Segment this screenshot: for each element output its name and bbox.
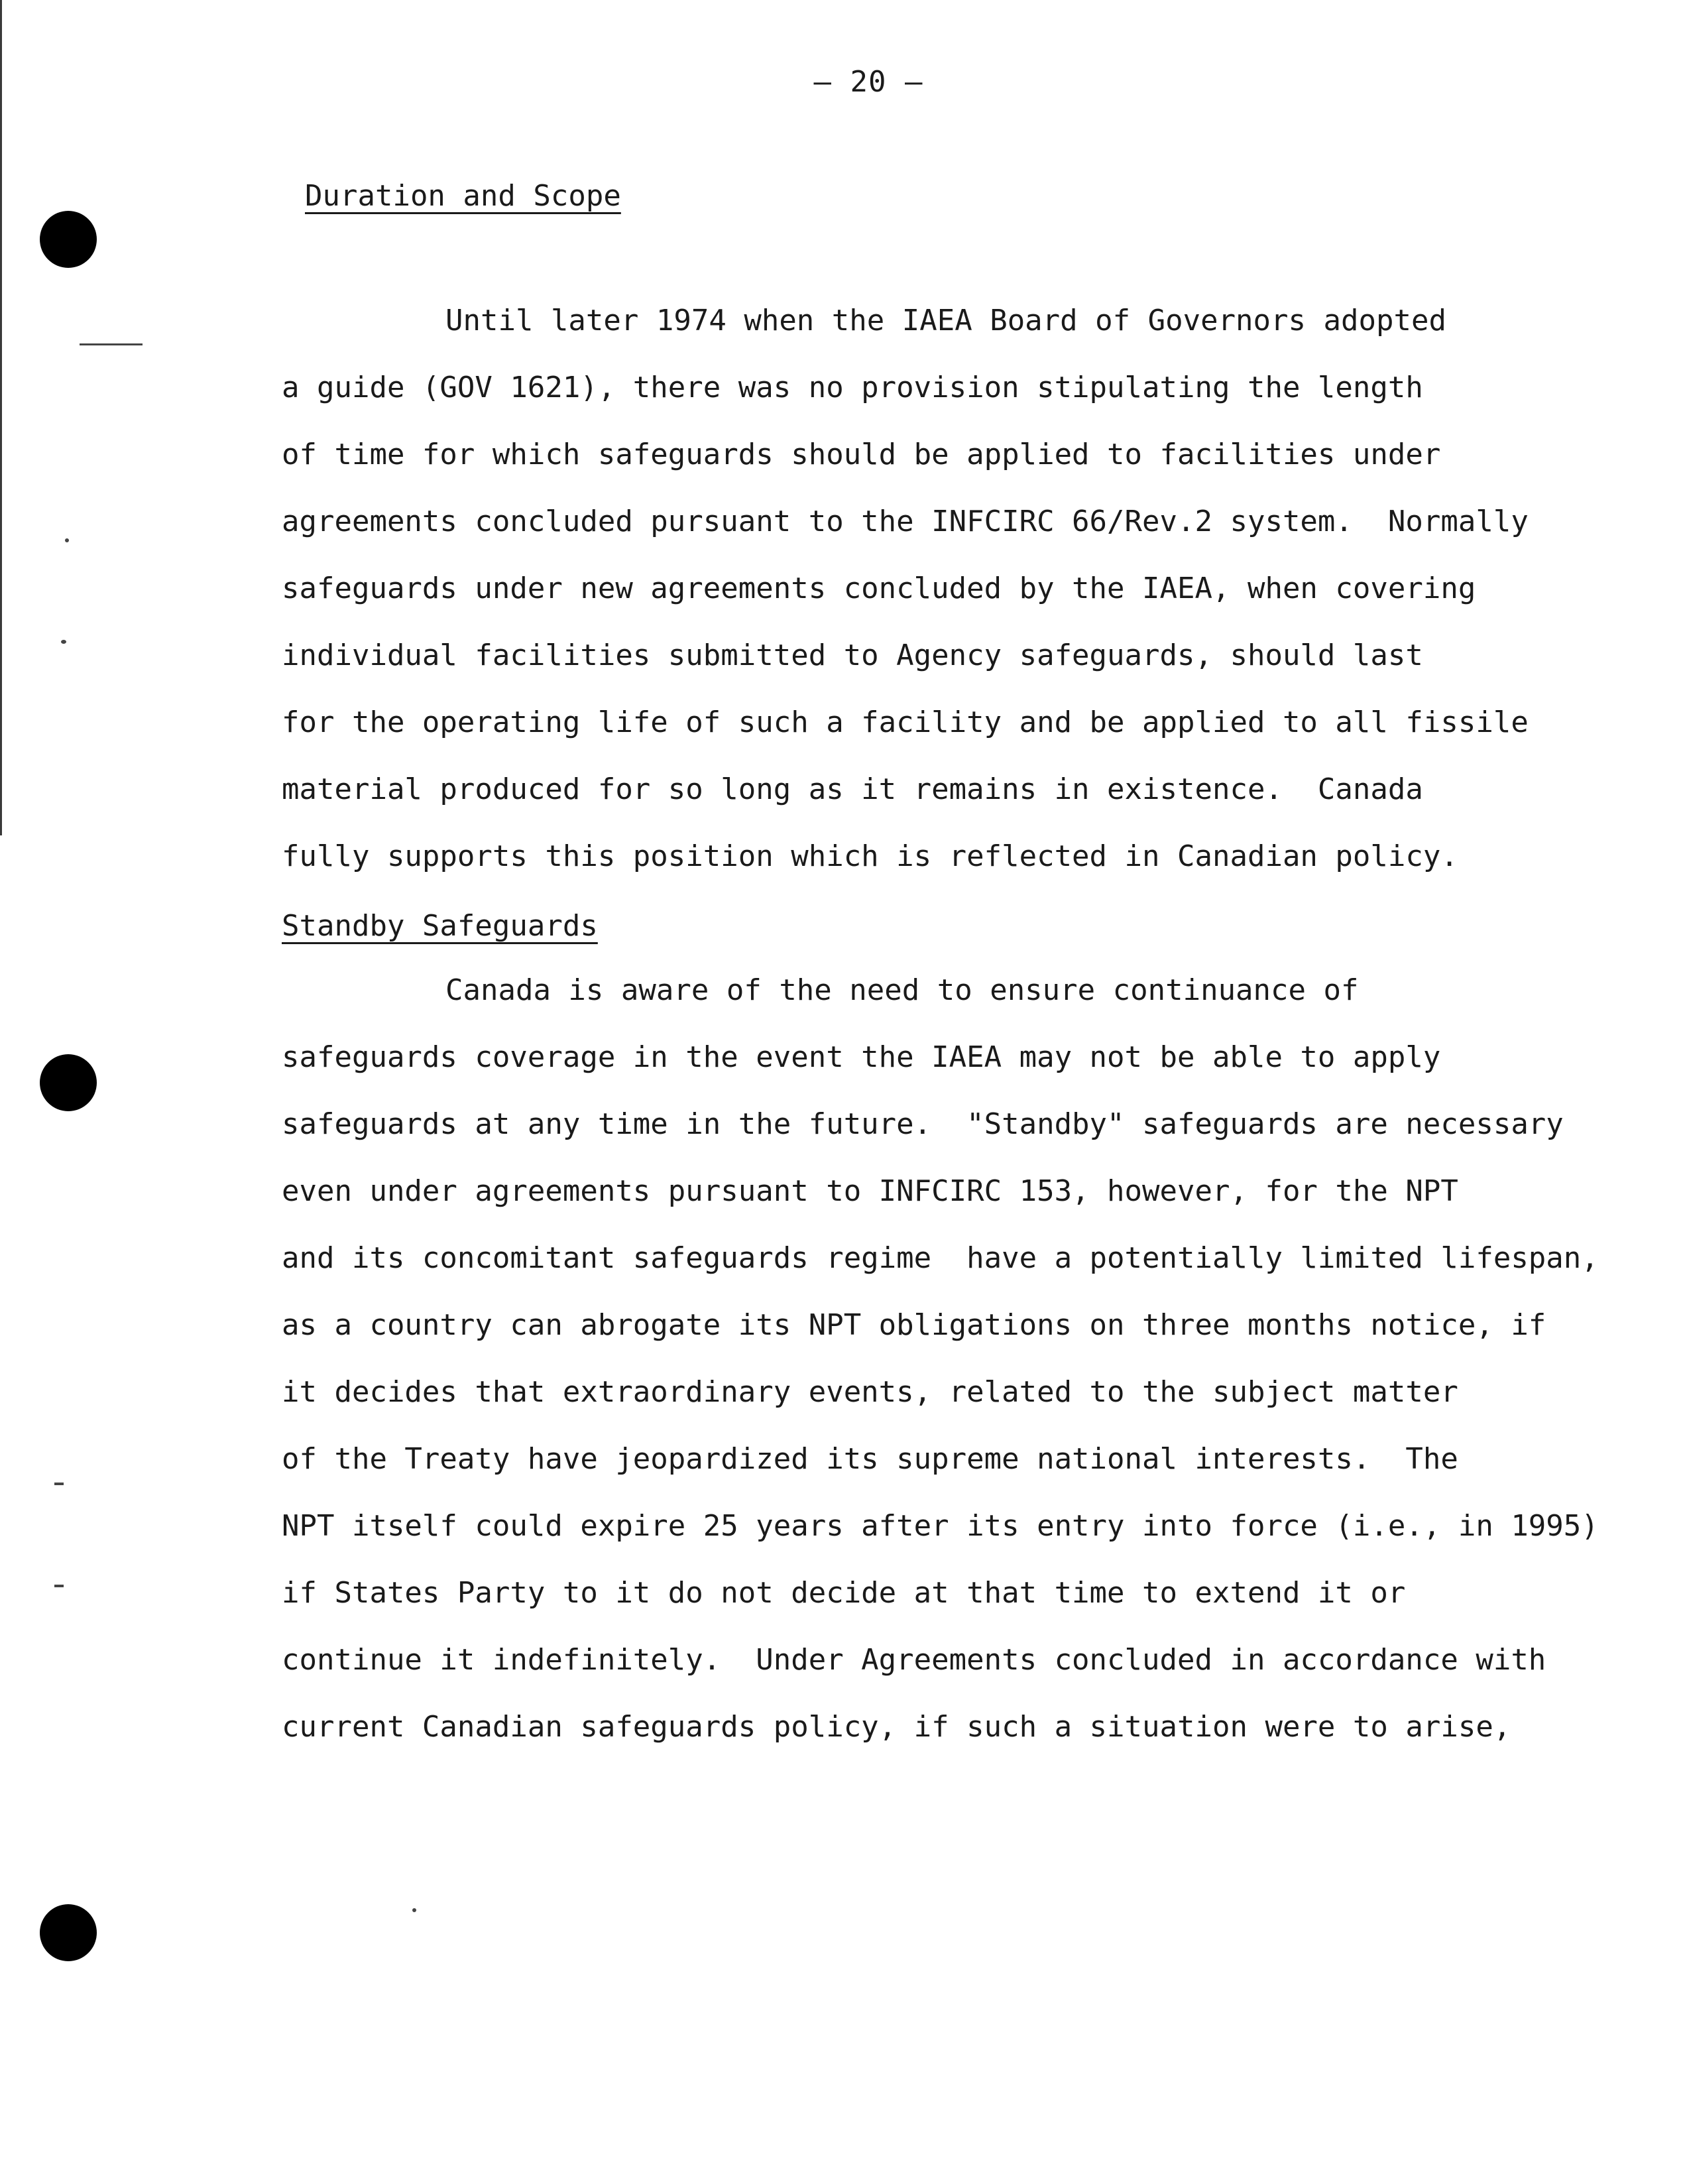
margin-speck — [65, 538, 69, 542]
paragraph-line: of the Treaty have jeopardized its supreme national interests. The — [282, 1442, 1458, 1476]
punch-hole-top — [40, 211, 97, 268]
margin-speck — [412, 1908, 416, 1912]
paragraph-line: of time for which safeguards should be applied to facilities under — [282, 438, 1441, 471]
paragraph-line: safeguards under new agreements concluded by the IAEA, when covering — [282, 572, 1476, 605]
page-number: – 20 – — [813, 65, 923, 99]
margin-speck — [54, 1585, 64, 1587]
paragraph-line: and its concomitant safeguards regime have a potentially limited lifespan, — [282, 1241, 1599, 1275]
section-heading-standby-safeguards: Standby Safeguards — [282, 909, 598, 943]
paragraph-line: agreements concluded pursuant to the INFCIRC 66/Rev.2 system. Normally — [282, 505, 1529, 538]
scan-edge-line — [0, 0, 2, 835]
paragraph-line: safeguards at any time in the future. "Standby" safeguards are necessary — [282, 1107, 1564, 1141]
paragraph-line: even under agreements pursuant to INFCIRC 153, however, for the NPT — [282, 1174, 1458, 1208]
paragraph-line: safeguards coverage in the event the IAEA may not be able to apply — [282, 1040, 1441, 1074]
punch-hole-bottom — [40, 1904, 97, 1961]
paragraph-line: fully supports this position which is reflected in Canadian policy. — [282, 839, 1458, 873]
punch-hole-middle — [40, 1054, 97, 1111]
paragraph-line: for the operating life of such a facility and be applied to all fissile — [282, 705, 1529, 739]
paragraph-line: material produced for so long as it remains in existence. Canada — [282, 772, 1423, 806]
paragraph-line: continue it indefinitely. Under Agreements concluded in accordance with — [282, 1643, 1546, 1677]
margin-speck — [61, 640, 66, 644]
paragraph-line: Canada is aware of the need to ensure continuance of — [445, 973, 1359, 1007]
paragraph-line: a guide (GOV 1621), there was no provision stipulating the length — [282, 371, 1423, 404]
margin-speck — [54, 1483, 64, 1485]
paragraph-line: if States Party to it do not decide at that time to extend it or — [282, 1576, 1406, 1610]
margin-rule — [80, 343, 143, 345]
paragraph-line: it decides that extraordinary events, related to the subject matter — [282, 1375, 1458, 1409]
paragraph-line: individual facilities submitted to Agency safeguards, should last — [282, 638, 1423, 672]
paragraph-line: as a country can abrogate its NPT obligations on three months notice, if — [282, 1308, 1546, 1342]
section-heading-duration-and-scope: Duration and Scope — [305, 179, 621, 213]
paragraph-line: current Canadian safeguards policy, if such a situation were to arise, — [282, 1710, 1511, 1744]
paragraph-line: Until later 1974 when the IAEA Board of Governors adopted — [445, 304, 1446, 337]
paragraph-line: NPT itself could expire 25 years after its entry into force (i.e., in 1995) — [282, 1509, 1599, 1543]
